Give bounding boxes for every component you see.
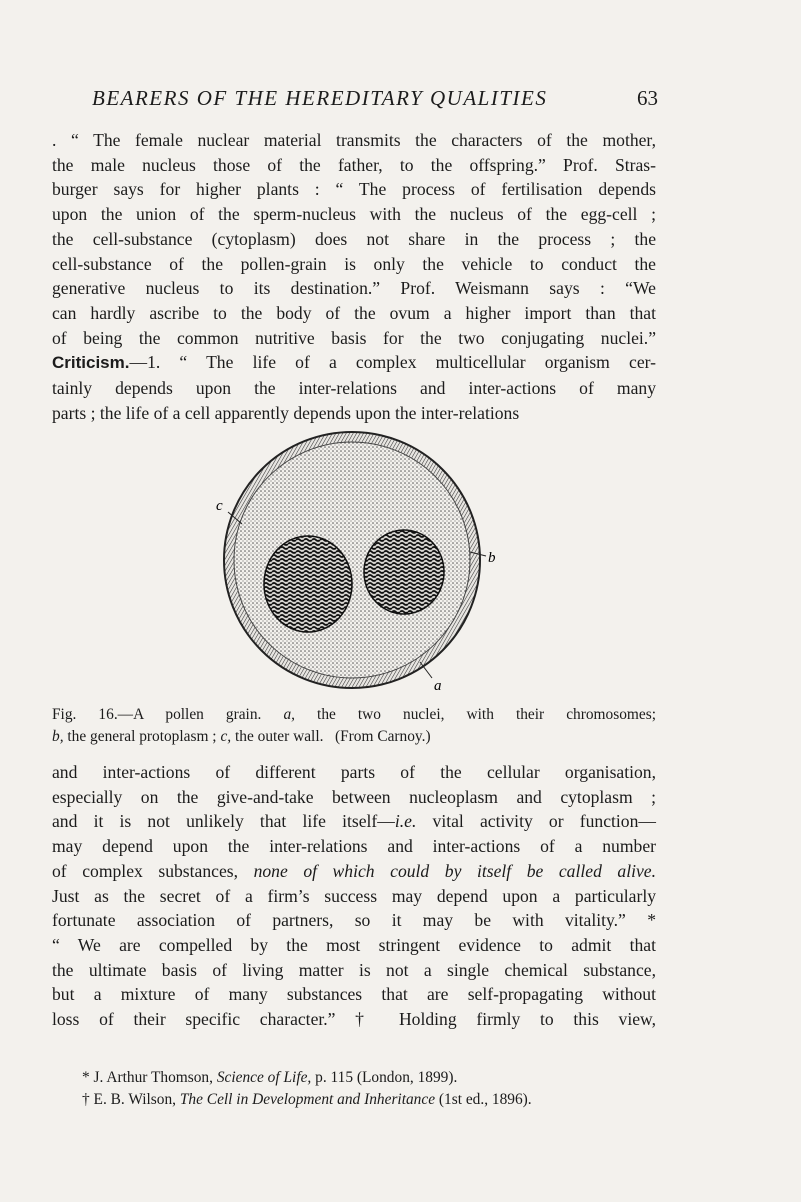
nucleus-right [364,530,444,614]
section-heading-criticism: Criticism. [52,353,130,373]
text-line: parts ; the life of a cell apparently depends upon the inter-relations [52,402,520,423]
caption-source: (From Carnoy.) [335,728,431,745]
text-line: Just as the secret of a firm’s success may depend upon a particularly [52,885,656,906]
text-line: fortunate association of partners, so it may be with vitality.” * [52,910,656,931]
page-number: 63 [637,86,658,110]
footnote-text: (1st ed., 1896). [435,1091,532,1108]
caption-key-c: c, [220,728,232,745]
footnote-text: p. 115 (London, 1899). [311,1069,458,1086]
footnote-2 [82,1089,662,1111]
paragraph-top [52,128,656,425]
footnote-title: The Cell in Development and Inheritance [179,1091,436,1108]
text-line: . “ The female nuclear material transmits the characters of the mother, [52,130,656,150]
caption-key-b: b, [52,728,64,745]
text-run: —1. “ The life of a complex multicellular organism cer- [129,352,656,373]
text-run-italic: i.e. [394,811,417,832]
text-line: the cell-substance (cytoplasm) does not share in the process ; the [52,228,656,249]
text-line [52,809,656,834]
label-c: c [216,498,223,514]
text-run: of complex substances, [52,860,254,881]
text-line: especially on the give-and-take between nucleoplasm and cytoplasm ; [52,786,656,807]
text-line: tainly depends upon the inter-relations and inter-actions of many [52,378,656,399]
figure-number: Fig. 16. [52,706,118,723]
nucleus-left [264,536,352,632]
text-line: loss of their specific character.” † Holding firmly to this view, [52,1009,656,1030]
footnote-text: E. B. Wilson, [89,1091,180,1108]
text-line: the male nucleus those of the father, to the offspring.” Prof. Stras- [52,154,656,175]
text-line [52,350,656,376]
caption-line [52,704,656,726]
text-run: and it is not unlikely that life itself— [52,811,395,832]
caption-text: —A pollen grain. [117,706,262,723]
text-line: can hardly ascribe to the body of the ovum a higher import than that [52,302,656,323]
footnote-mark: * [82,1069,90,1086]
pollen-grain-figure [200,422,520,702]
caption-text: the two nuclei, with their chromosomes; [317,706,656,723]
text-line: the ultimate basis of living matter is not a single chemical substance, [52,959,656,980]
footnote-text: J. Arthur Thomson, [89,1069,217,1086]
text-run: vital activity or function— [416,811,656,832]
caption-text: the general protoplasm ; [67,728,217,745]
label-a: a [434,678,442,694]
text-line: but a mixture of many substances that are self-propagating without [52,984,656,1005]
label-b: b [488,550,496,566]
text-line: generative nucleus to its destination.” Prof. Weismann says : “We [52,278,656,299]
text-line: cell-substance of the pollen-grain is only the vehicle to conduct the [52,253,656,274]
figure-caption [52,704,656,748]
text-line: may depend upon the inter-relations and inter-actions of a number [52,836,656,857]
text-line: upon the union of the sperm-nucleus with the nucleus of the egg-cell ; [52,204,656,225]
caption-text: the outer wall. [234,728,324,745]
text-line: “ We are compelled by the most stringent evidence to admit that [52,934,656,955]
running-header [92,86,658,111]
text-line: of being the common nutritive basis for the two conjugating nuclei.” [52,327,656,348]
footnote-1 [82,1067,662,1089]
pollen-grain-illustration [200,422,520,702]
text-line: burger says for higher plants : “ The process of fertilisation depends [52,179,656,200]
footnote-mark: † [82,1091,90,1108]
caption-key-a: a, [283,706,295,723]
running-title: BEARERS OF THE HEREDITARY QUALITIES [92,86,548,110]
footnote-title: Science of Life, [216,1069,312,1086]
paragraph-bottom [52,760,656,1032]
footnotes [82,1067,662,1111]
text-line: and inter-actions of different parts of the cellular organisation, [52,762,656,782]
caption-line [52,726,656,748]
text-line [52,859,656,884]
text-run-italic: none of which could by itself be called alive. [253,860,657,881]
